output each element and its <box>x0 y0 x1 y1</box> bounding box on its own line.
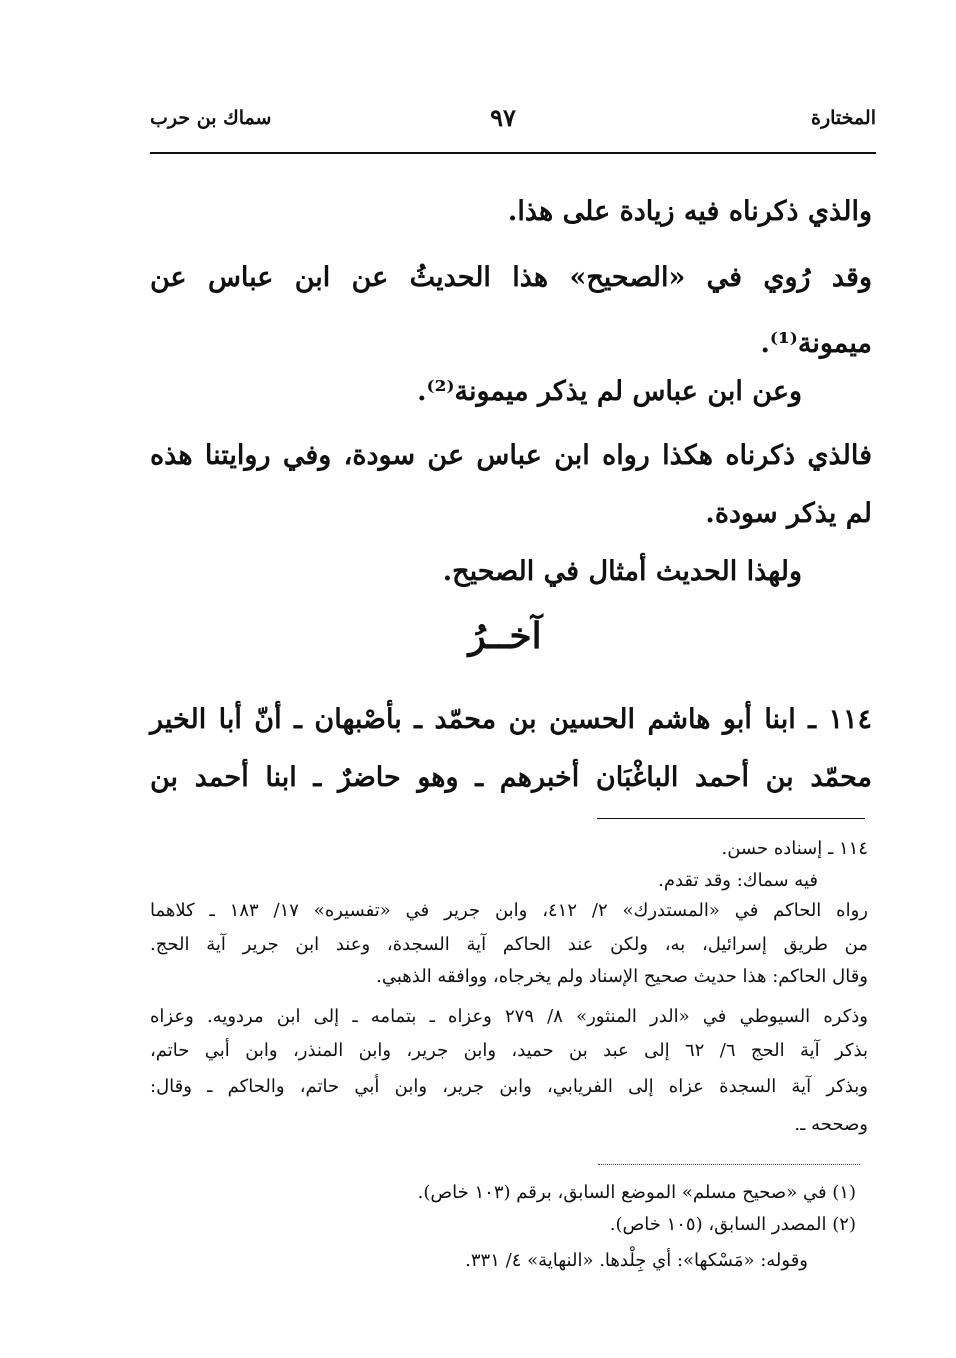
commentary-line: وذكره السيوطي في «الدر المنثور» ٨/ ٢٧٩ وعزاه ـ بتمامه ـ إلى ابن مردويه. وعزاه <box>150 1006 868 1027</box>
body-line: ولهذا الحديث أمثال في الصحيح. <box>442 556 802 587</box>
footnote-line: وقوله: «مَسْكها»: أي جِلْدها. «النهاية» ٤/ ٣٣١. <box>465 1250 808 1271</box>
body-line: وقد رُوي في «الصحيح» هذا الحديثُ عن ابن عباس عن <box>150 262 872 293</box>
running-header-section: سماك بن حرب <box>150 107 272 129</box>
page-number: ٩٧ <box>490 103 516 132</box>
header-rule <box>150 152 876 154</box>
body-line: فالذي ذكرناه هكذا رواه ابن عباس عن سودة، وفي روايتنا هذه <box>150 440 872 471</box>
footnote-separator <box>598 1164 860 1165</box>
section-title: آخــرُ <box>468 615 542 657</box>
commentary-line: من طريق إسرائيل، به، ولكن عند الحاكم آية السجدة، وعند ابن جرير آية الحج. <box>150 934 868 955</box>
commentary-line: وقال الحاكم: هذا حديث صحيح الإسناد ولم يخرجاه، ووافقه الذهبي. <box>376 966 868 987</box>
commentary-line: وصححه ـ. <box>794 1114 868 1135</box>
commentary-line: رواه الحاكم في «المستدرك» ٢/ ٤١٢، وابن جرير في «تفسيره» ١٧/ ١٨٣ ـ كلاهما <box>150 900 868 921</box>
body-line: لم يذكر سودة. <box>705 498 872 529</box>
body-line: ميمونة⁽¹⁾. <box>760 328 872 359</box>
commentary-line: ١١٤ ـ إسناده حسن. <box>721 838 868 859</box>
commentary-line: وبذكر آية السجدة عزاه إلى الفريابي، وابن جرير، وابن أبي حاتم، والحاكم ـ وقال: <box>150 1076 868 1097</box>
footnote-line: (١) في «صحيح مسلم» الموضع السابق، برقم (١٠٣ خاص). <box>417 1182 856 1203</box>
commentary-separator <box>597 818 865 819</box>
hadith-line: محمّد بن أحمد الباغْبَان أخبرهم ـ وهو حاضرٌ ـ ابنا أحمد بن <box>150 762 872 793</box>
running-header-book-title: المختارة <box>811 107 876 129</box>
commentary-line: فيه سماك: وقد تقدم. <box>658 870 818 891</box>
hadith-line: ١١٤ ـ ابنا أبو هاشم الحسين بن محمّد ـ بأصْبهان ـ أنّ أبا الخير <box>150 704 872 735</box>
footnote-line: (٢) المصدر السابق، (١٠٥ خاص). <box>609 1214 856 1235</box>
body-line: والذي ذكرناه فيه زيادة على هذا. <box>507 196 872 227</box>
commentary-line: بذكر آية الحج ٦/ ٦٢ إلى عبد بن حميد، وابن جرير، وابن المنذر، وابن أبي حاتم، <box>150 1040 868 1061</box>
body-line: وعن ابن عباس لم يذكر ميمونة⁽²⁾. <box>417 376 802 407</box>
